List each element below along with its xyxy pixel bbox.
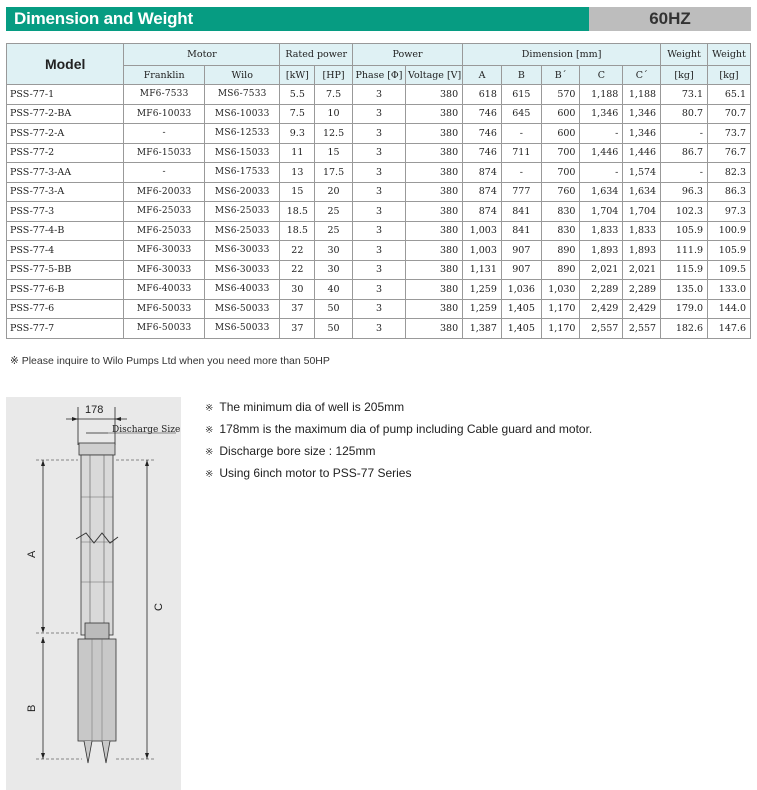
cell-dim-c: 1,634	[580, 182, 623, 202]
cell-wilo: MS6-50033	[204, 299, 280, 319]
cell-phase: 3	[352, 182, 405, 202]
cell-dim-c2: 1,833	[623, 221, 661, 241]
cell-dim-b2: 1,030	[541, 280, 580, 300]
note-item	[205, 397, 592, 419]
cell-phase: 3	[352, 124, 405, 144]
cell-dim-c: 1,446	[580, 143, 623, 163]
cell-hp: 10	[315, 104, 353, 124]
cell-dim-b2: 1,170	[541, 319, 580, 339]
dimension-a-label: A	[26, 550, 38, 558]
cell-dim-b: 907	[501, 260, 541, 280]
cell-hp: 50	[315, 299, 353, 319]
cell-dim-b: -	[501, 163, 541, 183]
cell-wilo: MS6-40033	[204, 280, 280, 300]
cell-dim-b2: 600	[541, 124, 580, 144]
cell-weight-1: 80.7	[661, 104, 708, 124]
cell-wilo: MS6-7533	[204, 85, 280, 105]
note-item	[205, 463, 592, 485]
dimension-b-label: B	[26, 704, 38, 712]
footnote: ※ Please inquire to Wilo Pumps Ltd when you need more than 50HP	[10, 355, 330, 367]
cell-hp: 25	[315, 202, 353, 222]
cell-model: PSS-77-6-B	[7, 280, 124, 300]
cell-weight-2: 86.3	[708, 182, 751, 202]
cell-weight-2: 97.3	[708, 202, 751, 222]
cell-weight-2: 147.6	[708, 319, 751, 339]
cell-weight-1: 105.9	[661, 221, 708, 241]
note-text: Discharge bore size : 125mm	[219, 444, 376, 458]
cell-voltage: 380	[406, 85, 463, 105]
cell-model: PSS-77-1	[7, 85, 124, 105]
cell-model: PSS-77-6	[7, 299, 124, 319]
cell-hp: 15	[315, 143, 353, 163]
weight-header-1: Weight	[661, 44, 708, 66]
cell-voltage: 380	[406, 163, 463, 183]
cell-phase: 3	[352, 299, 405, 319]
cell-weight-1: 111.9	[661, 241, 708, 261]
dim-c2-header: C´	[623, 66, 661, 85]
table-row	[7, 319, 751, 339]
note-mark: ※	[205, 425, 214, 436]
cell-dim-b: 841	[501, 202, 541, 222]
cell-dim-a: 874	[463, 163, 502, 183]
note-mark: ※	[205, 403, 214, 414]
cell-franklin: MF6-40033	[124, 280, 205, 300]
table-row	[7, 299, 751, 319]
cell-phase: 3	[352, 85, 405, 105]
cell-weight-2: 133.0	[708, 280, 751, 300]
cell-hp: 25	[315, 221, 353, 241]
cell-franklin: MF6-30033	[124, 241, 205, 261]
cell-voltage: 380	[406, 241, 463, 261]
cell-phase: 3	[352, 104, 405, 124]
hp-header: [HP]	[315, 66, 353, 85]
cell-dim-c2: 1,634	[623, 182, 661, 202]
cell-wilo: MS6-15033	[204, 143, 280, 163]
cell-phase: 3	[352, 260, 405, 280]
cell-weight-1: 73.1	[661, 85, 708, 105]
cell-weight-2: 70.7	[708, 104, 751, 124]
cell-weight-1: 182.6	[661, 319, 708, 339]
note-item	[205, 441, 592, 463]
cell-dim-a: 1,259	[463, 299, 502, 319]
table-row	[7, 182, 751, 202]
cell-dim-a: 1,003	[463, 241, 502, 261]
cell-wilo: MS6-12533	[204, 124, 280, 144]
cell-hp: 12.5	[315, 124, 353, 144]
cell-voltage: 380	[406, 182, 463, 202]
table-body	[7, 85, 751, 339]
cell-dim-c2: 2,429	[623, 299, 661, 319]
cell-dim-b2: 890	[541, 241, 580, 261]
cell-kw: 7.5	[280, 104, 315, 124]
dimension-header: Dimension [mm]	[463, 44, 661, 66]
power-header: Power	[352, 44, 462, 66]
cell-model: PSS-77-3	[7, 202, 124, 222]
cell-franklin: MF6-7533	[124, 85, 205, 105]
cell-model: PSS-77-4	[7, 241, 124, 261]
cell-kw: 15	[280, 182, 315, 202]
cell-model: PSS-77-7	[7, 319, 124, 339]
cell-dim-c: 1,188	[580, 85, 623, 105]
cell-wilo: MS6-25033	[204, 221, 280, 241]
cell-dim-c: 2,021	[580, 260, 623, 280]
weight-unit-2: [kg]	[708, 66, 751, 85]
phase-header: Phase [Φ]	[352, 66, 405, 85]
cell-dim-b2: 700	[541, 163, 580, 183]
cell-dim-b: 711	[501, 143, 541, 163]
cell-dim-a: 874	[463, 182, 502, 202]
table-row	[7, 104, 751, 124]
cell-kw: 9.3	[280, 124, 315, 144]
cell-hp: 50	[315, 319, 353, 339]
notes-list	[205, 397, 592, 485]
cell-wilo: MS6-30033	[204, 241, 280, 261]
pump-dimension-diagram	[6, 397, 181, 790]
cell-kw: 11	[280, 143, 315, 163]
table-row	[7, 163, 751, 183]
cell-hp: 7.5	[315, 85, 353, 105]
table-header-row	[7, 44, 751, 66]
cell-dim-a: 1,259	[463, 280, 502, 300]
cell-dim-b2: 890	[541, 260, 580, 280]
table-row	[7, 221, 751, 241]
cell-dim-b: 1,036	[501, 280, 541, 300]
table-row	[7, 241, 751, 261]
wilo-header: Wilo	[204, 66, 280, 85]
cell-franklin: MF6-20033	[124, 182, 205, 202]
cell-dim-b2: 570	[541, 85, 580, 105]
cell-dim-b: 645	[501, 104, 541, 124]
kw-header: [kW]	[280, 66, 315, 85]
cell-weight-1: -	[661, 163, 708, 183]
cell-dim-c2: 2,289	[623, 280, 661, 300]
weight-unit-1: [kg]	[661, 66, 708, 85]
cell-phase: 3	[352, 280, 405, 300]
cell-dim-c2: 2,557	[623, 319, 661, 339]
cell-model: PSS-77-3-A	[7, 182, 124, 202]
cell-dim-c: 1,893	[580, 241, 623, 261]
pump-diagram-panel	[6, 397, 181, 790]
cell-dim-c: -	[580, 124, 623, 144]
cell-voltage: 380	[406, 319, 463, 339]
section-title: Dimension and Weight	[14, 9, 193, 28]
cell-dim-c: 2,557	[580, 319, 623, 339]
table-row	[7, 202, 751, 222]
dim-b-header: B	[501, 66, 541, 85]
cell-weight-2: 105.9	[708, 241, 751, 261]
cell-weight-1: 86.7	[661, 143, 708, 163]
cell-dim-a: 746	[463, 143, 502, 163]
cell-voltage: 380	[406, 104, 463, 124]
cell-weight-1: 179.0	[661, 299, 708, 319]
cell-franklin: MF6-25033	[124, 202, 205, 222]
cell-dim-b: -	[501, 124, 541, 144]
cell-voltage: 380	[406, 143, 463, 163]
cell-wilo: MS6-10033	[204, 104, 280, 124]
cell-dim-c2: 1,446	[623, 143, 661, 163]
frequency-label: 60HZ	[649, 9, 691, 28]
cell-weight-2: 65.1	[708, 85, 751, 105]
cell-dim-c: 1,704	[580, 202, 623, 222]
model-header: Model	[7, 44, 124, 85]
cell-weight-1: -	[661, 124, 708, 144]
cell-kw: 18.5	[280, 202, 315, 222]
section-header	[6, 7, 751, 31]
cell-weight-1: 135.0	[661, 280, 708, 300]
cell-voltage: 380	[406, 221, 463, 241]
cell-dim-c2: 1,188	[623, 85, 661, 105]
cell-voltage: 380	[406, 280, 463, 300]
cell-phase: 3	[352, 319, 405, 339]
cell-franklin: MF6-15033	[124, 143, 205, 163]
cell-weight-2: 109.5	[708, 260, 751, 280]
note-mark: ※	[205, 447, 214, 458]
cell-weight-1: 115.9	[661, 260, 708, 280]
cell-dim-b2: 700	[541, 143, 580, 163]
cell-weight-2: 76.7	[708, 143, 751, 163]
cell-phase: 3	[352, 163, 405, 183]
cell-voltage: 380	[406, 202, 463, 222]
cell-voltage: 380	[406, 299, 463, 319]
cell-kw: 37	[280, 299, 315, 319]
cell-hp: 20	[315, 182, 353, 202]
cell-kw: 22	[280, 241, 315, 261]
cell-dim-a: 746	[463, 104, 502, 124]
cell-hp: 30	[315, 241, 353, 261]
cell-kw: 5.5	[280, 85, 315, 105]
note-mark: ※	[205, 469, 214, 480]
cell-dim-b: 615	[501, 85, 541, 105]
cell-dim-b: 1,405	[501, 319, 541, 339]
cell-kw: 22	[280, 260, 315, 280]
cell-hp: 17.5	[315, 163, 353, 183]
table-row	[7, 280, 751, 300]
cell-franklin: MF6-10033	[124, 104, 205, 124]
cell-phase: 3	[352, 241, 405, 261]
cell-kw: 13	[280, 163, 315, 183]
motor-header: Motor	[124, 44, 280, 66]
cell-dim-a: 1,387	[463, 319, 502, 339]
cell-wilo: MS6-50033	[204, 319, 280, 339]
dimension-weight-table	[6, 43, 751, 339]
discharge-size-label: Discharge Size	[112, 425, 181, 435]
cell-phase: 3	[352, 143, 405, 163]
cell-model: PSS-77-3-AA	[7, 163, 124, 183]
cell-wilo: MS6-30033	[204, 260, 280, 280]
cell-wilo: MS6-25033	[204, 202, 280, 222]
cell-dim-b: 1,405	[501, 299, 541, 319]
cell-dim-c: 1,833	[580, 221, 623, 241]
cell-dim-b2: 830	[541, 202, 580, 222]
weight-header-2: Weight	[708, 44, 751, 66]
cell-franklin: MF6-30033	[124, 260, 205, 280]
cell-model: PSS-77-2-A	[7, 124, 124, 144]
cell-weight-1: 102.3	[661, 202, 708, 222]
dimension-c-label: C	[153, 603, 165, 611]
cell-wilo: MS6-17533	[204, 163, 280, 183]
voltage-header: Voltage [V]	[406, 66, 463, 85]
cell-dim-c2: 1,346	[623, 104, 661, 124]
cell-dim-c: -	[580, 163, 623, 183]
cell-dim-c2: 1,704	[623, 202, 661, 222]
cell-dim-b: 907	[501, 241, 541, 261]
cell-franklin: MF6-50033	[124, 299, 205, 319]
table-row	[7, 260, 751, 280]
note-text: 178mm is the maximum dia of pump including Cable guard and motor.	[219, 422, 593, 436]
cell-wilo: MS6-20033	[204, 182, 280, 202]
cell-weight-2: 144.0	[708, 299, 751, 319]
note-item	[205, 419, 592, 441]
cell-dim-c: 1,346	[580, 104, 623, 124]
cell-dim-a: 1,131	[463, 260, 502, 280]
cell-franklin: MF6-25033	[124, 221, 205, 241]
cell-dim-a: 746	[463, 124, 502, 144]
dim-b2-header: B´	[541, 66, 580, 85]
cell-dim-c2: 1,346	[623, 124, 661, 144]
cell-franklin: -	[124, 163, 205, 183]
cell-model: PSS-77-5-BB	[7, 260, 124, 280]
cell-dim-b2: 760	[541, 182, 580, 202]
cell-dim-c2: 1,574	[623, 163, 661, 183]
cell-model: PSS-77-2-BA	[7, 104, 124, 124]
note-text: Using 6inch motor to PSS-77 Series	[219, 466, 412, 480]
dim-a-header: A	[463, 66, 502, 85]
cell-dim-a: 1,003	[463, 221, 502, 241]
rated-power-header: Rated power	[280, 44, 352, 66]
cell-dim-b: 841	[501, 221, 541, 241]
franklin-header: Franklin	[124, 66, 205, 85]
width-178-label: 178	[85, 404, 104, 416]
cell-dim-c: 2,429	[580, 299, 623, 319]
cell-hp: 40	[315, 280, 353, 300]
cell-dim-c2: 2,021	[623, 260, 661, 280]
cell-weight-2: 82.3	[708, 163, 751, 183]
cell-hp: 30	[315, 260, 353, 280]
cell-dim-a: 874	[463, 202, 502, 222]
cell-weight-2: 100.9	[708, 221, 751, 241]
cell-dim-c2: 1,893	[623, 241, 661, 261]
cell-kw: 30	[280, 280, 315, 300]
cell-dim-c: 2,289	[580, 280, 623, 300]
dim-c-header: C	[580, 66, 623, 85]
note-text: The minimum dia of well is 205mm	[219, 400, 405, 414]
table-row	[7, 143, 751, 163]
cell-phase: 3	[352, 202, 405, 222]
cell-voltage: 380	[406, 260, 463, 280]
cell-franklin: -	[124, 124, 205, 144]
cell-dim-a: 618	[463, 85, 502, 105]
table-row	[7, 85, 751, 105]
cell-weight-1: 96.3	[661, 182, 708, 202]
cell-model: PSS-77-4-B	[7, 221, 124, 241]
cell-franklin: MF6-50033	[124, 319, 205, 339]
cell-dim-b2: 1,170	[541, 299, 580, 319]
cell-dim-b2: 600	[541, 104, 580, 124]
cell-kw: 37	[280, 319, 315, 339]
cell-phase: 3	[352, 221, 405, 241]
cell-voltage: 380	[406, 124, 463, 144]
cell-dim-b2: 830	[541, 221, 580, 241]
cell-dim-b: 777	[501, 182, 541, 202]
cell-weight-2: 73.7	[708, 124, 751, 144]
cell-model: PSS-77-2	[7, 143, 124, 163]
table-row	[7, 124, 751, 144]
cell-kw: 18.5	[280, 221, 315, 241]
